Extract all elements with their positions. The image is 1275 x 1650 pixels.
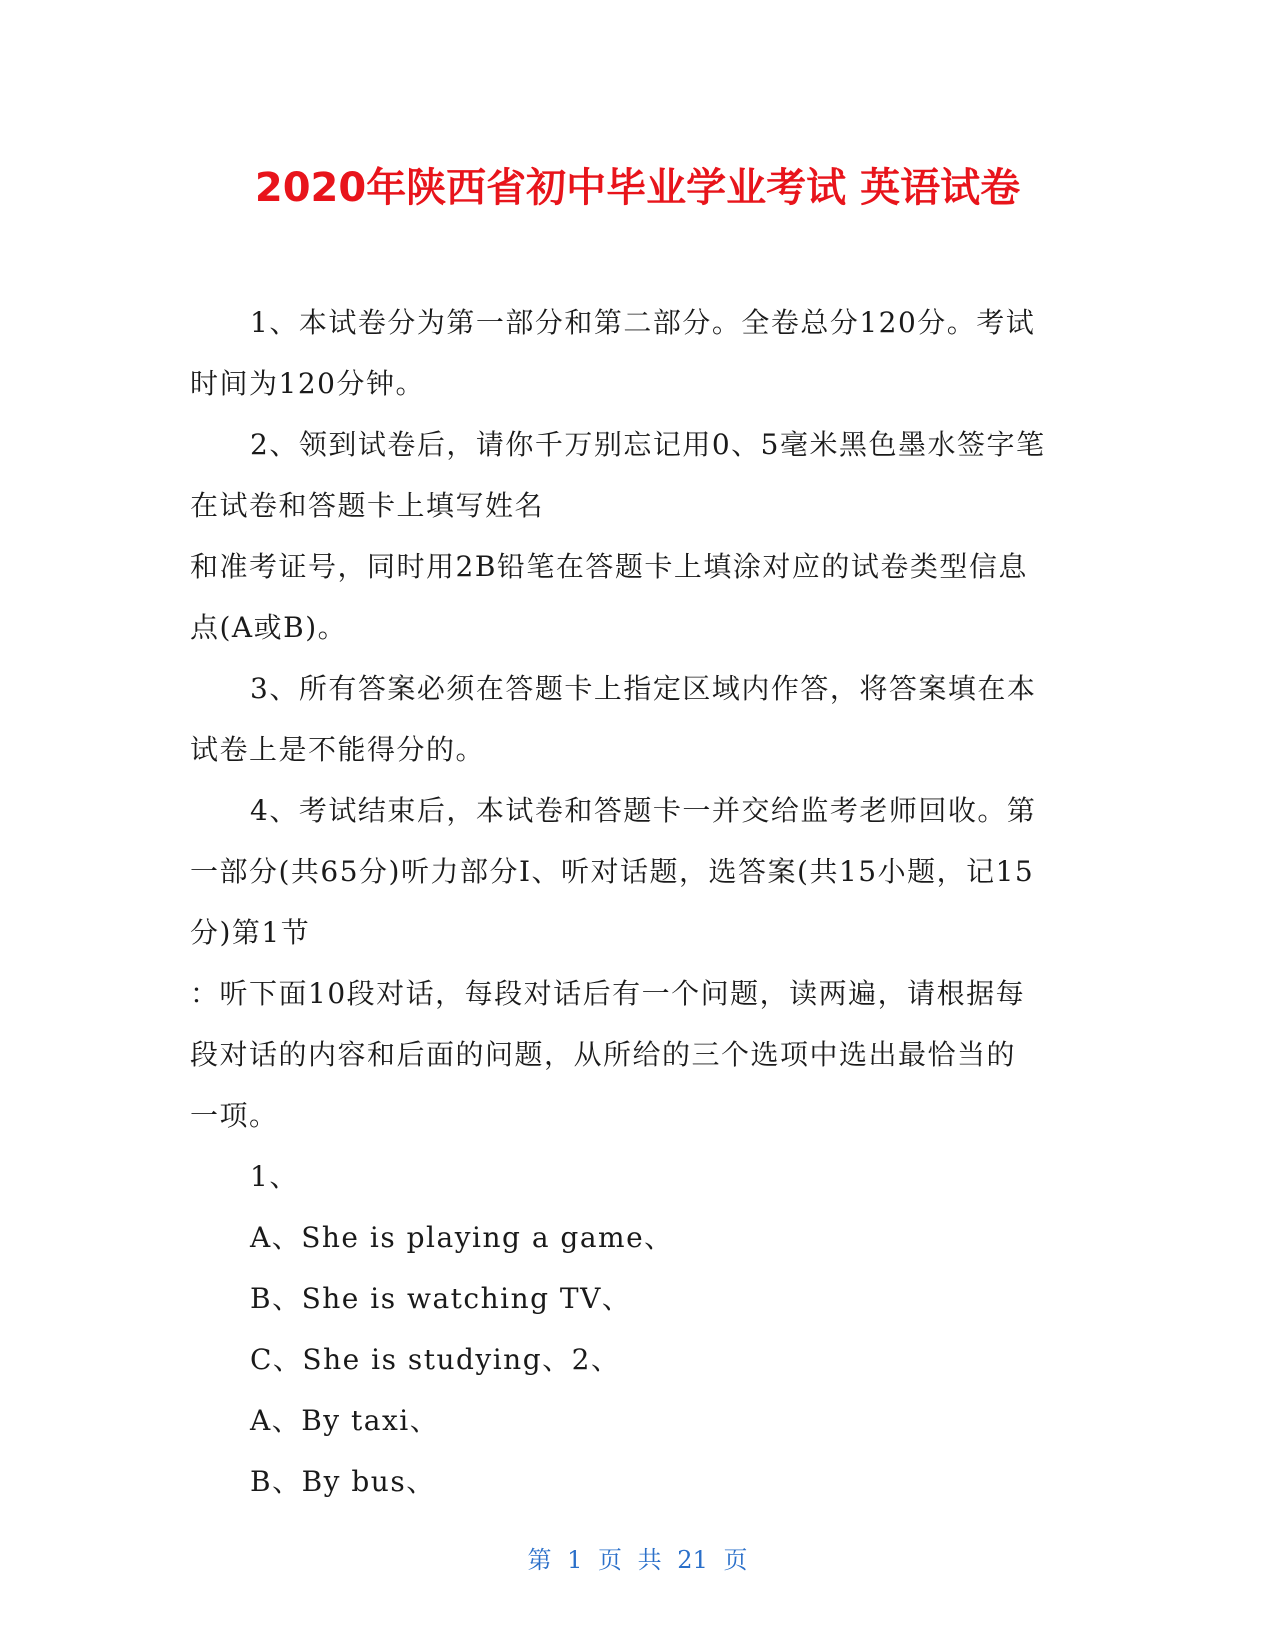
text-line: 1、本试卷分为第一部分和第二部分。全卷总分120分。考试 [250, 306, 1036, 339]
text-line: C、She is studying、2、 [250, 1343, 621, 1376]
text-line: 4、考试结束后，本试卷和答题卡一并交给监考老师回收。第 [250, 794, 1037, 827]
text-line: ：听下面10段对话，每段对话后有一个问题，读两遍，请根据每 [190, 977, 1026, 1010]
text-line: 点(A或B)。 [190, 611, 348, 644]
text-line: B、She is watching TV、 [250, 1282, 632, 1315]
text-line: 一部分(共65分)听力部分I、听对话题，选答案(共15小题，记15 [190, 855, 1035, 888]
text-line: B、By bus、 [250, 1465, 436, 1498]
text-line: 段对话的内容和后面的问题，从所给的三个选项中选出最恰当的 [190, 1038, 1017, 1071]
text-line: 分)第1节 [190, 916, 311, 949]
text-line: 试卷上是不能得分的。 [190, 733, 486, 766]
document-title: 2020年陕西省初中毕业学业考试 英语试卷 [254, 165, 1021, 211]
text-line: A、By taxi、 [250, 1404, 440, 1437]
text-line: 1、 [250, 1160, 299, 1193]
text-line: 一项。 [190, 1099, 279, 1132]
text-line: 2、领到试卷后，请你千万别忘记用0、5毫米黑色墨水签字笔 [250, 428, 1046, 461]
text-line: 时间为120分钟。 [190, 367, 425, 400]
text-line: 在试卷和答题卡上填写姓名 [190, 489, 545, 522]
text-line: 3、所有答案必须在答题卡上指定区域内作答，将答案填在本 [250, 672, 1037, 705]
text-line: 和准考证号，同时用2B铅笔在答题卡上填涂对应的试卷类型信息 [190, 550, 1028, 583]
text-line: A、She is playing a game、 [250, 1221, 674, 1254]
document-body [190, 292, 1090, 1512]
page-footer: 第 1 页 共 21 页 [527, 1546, 748, 1574]
